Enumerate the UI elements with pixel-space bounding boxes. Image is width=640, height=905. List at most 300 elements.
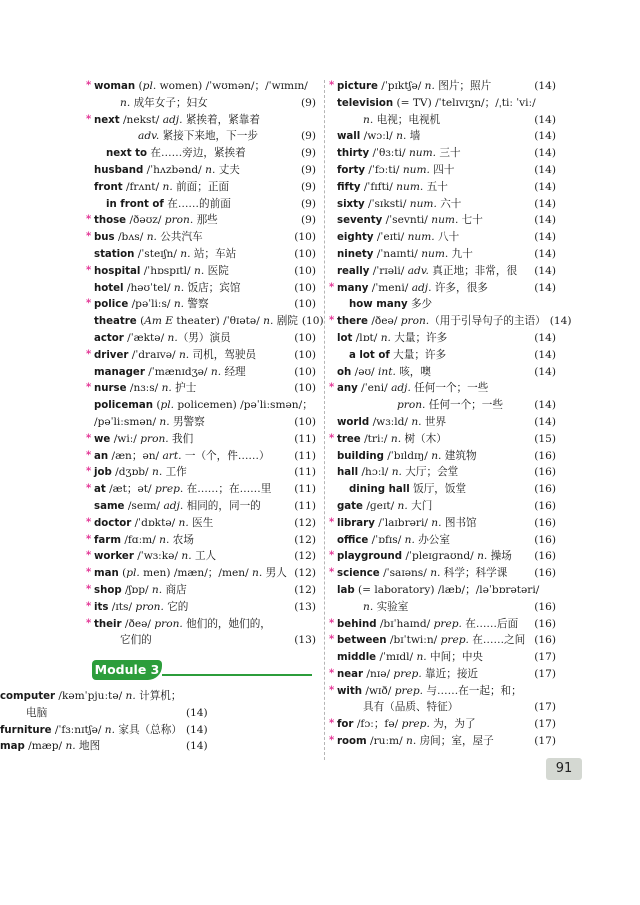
vocab-entry: [329, 716, 556, 733]
lesson-page-ref: (14): [534, 348, 556, 361]
lesson-page-ref: (9): [300, 96, 316, 109]
vocab-word: a lot of: [349, 349, 390, 361]
lesson-page-ref: (9): [300, 180, 316, 193]
lesson-page-ref: (16): [534, 533, 556, 546]
vocab-word: in front of: [106, 198, 164, 210]
vocab-entry: [337, 649, 556, 666]
vocab-definition: /seɪm/ adj. 相同的，同一的: [124, 499, 261, 512]
vocab-line: [337, 145, 556, 162]
lesson-page-ref: (10): [294, 298, 316, 311]
vocab-entry: [329, 380, 556, 414]
vocab-definition: /ˈwɜːkə/ n. 工人: [133, 550, 217, 563]
key-word-star-icon: *: [86, 264, 92, 276]
vocab-line: [337, 716, 556, 733]
vocab-word: fifty: [337, 181, 361, 193]
vocab-line: [94, 196, 316, 213]
vocab-definition: /ˈɒfɪs/ n. 办公室: [368, 533, 450, 546]
vocab-word: playground: [337, 551, 403, 563]
vocab-line: [337, 464, 556, 481]
vocab-definition: /pəˈliːsmən/ n. 男警察: [94, 415, 205, 428]
vocab-entry: [86, 112, 316, 146]
column-divider: [324, 80, 325, 760]
vocab-word: bus: [94, 232, 115, 244]
vocab-entry: [329, 515, 556, 532]
lesson-page-ref: (10): [301, 315, 324, 328]
vocab-definition: /ˈsaɪəns/ n. 科学；科学课: [379, 567, 508, 580]
vocab-definition: /ruːm/ n. 房间；室，屋子: [366, 735, 494, 748]
vocab-word: their: [94, 618, 122, 630]
vocab-word: with: [337, 685, 363, 697]
vocab-word: many: [337, 282, 369, 294]
vocab-definition: /ɡeɪt/ n. 大门: [362, 499, 433, 512]
vocab-entry: [94, 364, 316, 381]
vocab-word: driver: [94, 349, 129, 361]
vocab-entry: [94, 145, 316, 162]
vocab-word: its: [94, 601, 109, 613]
lesson-page-ref: (17): [534, 735, 556, 748]
lesson-page-ref: (9): [300, 197, 316, 210]
vocab-word: next to: [106, 148, 148, 160]
vocab-definition: /triː/ n. 树（木）: [360, 432, 447, 445]
vocab-definition: /ˈdɒktə/ n. 医生: [131, 516, 214, 529]
lesson-page-ref: (16): [534, 449, 556, 462]
vocab-definition: /mæp/ n. 地图: [24, 740, 101, 753]
vocab-definition: /həʊˈtel/ n. 饭店；宾馆: [123, 281, 241, 294]
vocab-entry: [329, 431, 556, 448]
vocab-word: near: [337, 668, 364, 680]
vocab-word: dining hall: [349, 484, 410, 496]
vocab-definition: /wɔːl/ n. 墙: [360, 130, 421, 143]
lesson-page-ref: (9): [300, 214, 316, 227]
vocab-definition: /bʌs/ n. 公共汽车: [114, 231, 203, 244]
vocab-line: [94, 364, 316, 381]
vocab-line: [0, 705, 208, 722]
vocab-definition: /ɪts/ pron. 它的: [108, 600, 189, 613]
lesson-page-ref: (17): [534, 701, 556, 714]
vocab-line: [94, 532, 316, 549]
key-word-star-icon: *: [86, 348, 92, 360]
vocab-definition: /ˈæktə/ n.（男）演员: [123, 331, 231, 344]
vocab-entry: [337, 212, 556, 229]
vocab-line: [337, 599, 556, 616]
lesson-page-ref: (14): [534, 264, 556, 277]
lesson-page-ref: (12): [294, 533, 316, 546]
lesson-page-ref: (12): [294, 567, 316, 580]
vocab-entry: [337, 464, 556, 481]
vocab-entry: [337, 246, 556, 263]
vocab-definition: /ðəʊz/ pron. 那些: [126, 214, 218, 227]
vocab-word: eighty: [337, 232, 374, 244]
vocab-line: [337, 212, 556, 229]
vocab-entry: [94, 196, 316, 213]
lesson-page-ref: (10): [294, 382, 316, 395]
lesson-page-ref: (14): [534, 331, 556, 344]
vocab-definition: /ˈhʌzbənd/ n. 丈夫: [143, 163, 240, 176]
lesson-page-ref: (9): [300, 163, 316, 176]
vocab-word: science: [337, 568, 380, 580]
key-word-star-icon: *: [86, 567, 92, 579]
vocab-line: [337, 632, 556, 649]
vocab-definition: /ˈrɪəli/ adv. 真正地；非常，很: [369, 264, 518, 277]
lesson-page-ref: (16): [534, 600, 556, 613]
vocab-definition: /ˈdraɪvə/ n. 司机，驾驶员: [128, 348, 257, 361]
vocab-entry: [329, 280, 556, 297]
key-word-star-icon: *: [329, 315, 335, 327]
vocab-line: [337, 498, 556, 515]
vocab-line: [94, 313, 324, 330]
vocab-definition: (= laboratory) /læb/；/ləˈbɒrətəri/: [354, 583, 540, 596]
vocab-word: hotel: [94, 282, 124, 294]
lesson-page-ref: (12): [294, 516, 316, 529]
vocab-entry: [0, 722, 208, 739]
vocab-definition: 在……旁边，紧挨着: [147, 147, 246, 160]
lesson-page-ref: (10): [294, 415, 316, 428]
vocab-entry: [86, 532, 316, 549]
lesson-page-ref: (10): [294, 264, 316, 277]
lesson-page-ref: (13): [294, 600, 316, 613]
key-word-star-icon: *: [329, 550, 335, 562]
vocab-entry: [94, 280, 316, 297]
vocab-entry: [94, 498, 316, 515]
vocab-entry: [337, 229, 556, 246]
vocab-entry: [86, 229, 316, 246]
vocab-definition: /wiː/ pron. 我们: [110, 432, 194, 445]
vocab-line: [337, 532, 556, 549]
lesson-page-ref: (11): [294, 432, 316, 445]
vocab-line: [94, 632, 316, 649]
vocab-definition: /wɜːld/ n. 世界: [369, 415, 447, 428]
vocab-word: office: [337, 534, 369, 546]
vocab-definition: n. 成年女子；妇女: [120, 96, 208, 109]
vocab-entry: [337, 128, 556, 145]
vocab-entry: [337, 347, 556, 364]
vocab-definition: /ˈfɪfti/ num. 五十: [360, 180, 448, 193]
vocab-definition: (pl. women) /ˈwʊmən/；/ˈwɪmɪn/: [135, 80, 308, 92]
vocab-entry: [337, 481, 556, 498]
vocab-definition: /pəˈliːs/ n. 警察: [128, 298, 209, 311]
key-word-star-icon: *: [329, 667, 335, 679]
lesson-page-ref: (10): [294, 331, 316, 344]
lesson-page-ref: (15): [534, 432, 556, 445]
vocab-word: lab: [337, 584, 355, 596]
vocab-line: [94, 616, 316, 633]
lesson-page-ref: (12): [294, 550, 316, 563]
lesson-page-ref: (14): [185, 723, 208, 736]
vocab-entry: [337, 498, 556, 515]
key-word-star-icon: *: [86, 214, 92, 226]
vocab-entry: [94, 162, 316, 179]
vocab-definition: /ˈbɪldɪŋ/ n. 建筑物: [383, 449, 477, 462]
vocab-word: wall: [337, 131, 361, 143]
vocab-line: [337, 565, 556, 582]
vocab-entry: [86, 515, 316, 532]
lesson-page-ref: (14): [534, 80, 556, 92]
vocab-line: [337, 414, 556, 431]
vocab-definition: 它们的: [120, 634, 152, 647]
vocab-line: [337, 431, 556, 448]
vocab-line: [94, 414, 316, 431]
vocab-line: [337, 582, 556, 599]
vocab-word: woman: [94, 81, 136, 92]
vocab-word: police: [94, 299, 129, 311]
vocab-line: [94, 431, 316, 448]
key-word-star-icon: *: [86, 231, 92, 243]
vocab-definition: /kəmˈpjuːtə/ n. 计算机；: [55, 690, 182, 702]
key-word-star-icon: *: [86, 533, 92, 545]
lesson-page-ref: (14): [534, 281, 556, 294]
vocab-word: oh: [337, 366, 352, 378]
vocab-word: at: [94, 484, 106, 496]
vocab-line: [94, 246, 316, 263]
lesson-page-ref: (11): [294, 483, 316, 496]
key-word-star-icon: *: [86, 550, 92, 562]
vocab-line: [337, 347, 556, 364]
vocab-line: [94, 515, 316, 532]
vocab-definition: (= TV) /ˈtelɪvɪʒn/；/ˌtiː ˈviː/: [393, 96, 536, 109]
vocab-entry: [94, 397, 316, 431]
vocab-entry: [337, 179, 556, 196]
vocab-line: [94, 347, 316, 364]
vocab-line: [94, 229, 316, 246]
vocab-word: computer: [0, 691, 56, 702]
vocab-line: [94, 397, 316, 414]
key-word-star-icon: *: [329, 516, 335, 528]
vocab-entry: [337, 196, 556, 213]
vocab-definition: /ðeə/ pron.（用于引导句子的主语）: [367, 315, 546, 328]
key-word-star-icon: *: [86, 449, 92, 461]
vocab-word: actor: [94, 332, 124, 344]
vocab-entry: [0, 738, 208, 755]
vocab-entry: [329, 632, 556, 649]
vocab-line: [0, 738, 208, 755]
lesson-page-ref: (16): [534, 483, 556, 496]
left-word-column: [86, 78, 324, 649]
vocab-word: hospital: [94, 265, 141, 277]
key-word-star-icon: *: [86, 466, 92, 478]
vocab-definition: /nekst/ adj. 紧挨着，紧靠着: [119, 113, 260, 126]
vocab-line: [337, 515, 556, 532]
lesson-page-ref: (9): [300, 130, 316, 143]
key-word-star-icon: *: [329, 718, 335, 730]
vocab-entry: [86, 78, 316, 112]
module-heading-rule: [162, 674, 312, 676]
vocab-entry: [337, 364, 556, 381]
vocab-definition: /ˈpleɪɡraʊnd/ n. 操场: [402, 550, 512, 563]
vocab-definition: (pl. policemen) /pəˈliːsmən/；: [152, 399, 313, 412]
vocab-line: [94, 498, 316, 515]
vocab-word: middle: [337, 652, 377, 664]
vocab-line: [94, 128, 316, 145]
lesson-page-ref: (16): [534, 567, 556, 580]
vocab-word: library: [337, 517, 375, 529]
vocab-line: [337, 162, 556, 179]
vocab-line: [94, 548, 316, 565]
vocab-line: [337, 280, 556, 297]
lesson-page-ref: (14): [534, 180, 556, 193]
vocab-entry: [86, 380, 316, 397]
vocab-line: [94, 464, 316, 481]
vocab-definition: n. 电视；电视机: [363, 113, 441, 126]
vocab-definition: /əʊ/ int. 咳，噢: [351, 365, 431, 378]
vocab-definition: /hɔːl/ n. 大厅；会堂: [358, 466, 459, 479]
lesson-page-ref: (17): [534, 667, 556, 680]
key-word-star-icon: *: [86, 432, 92, 444]
vocab-definition: /lɒt/ n. 大量；许多: [352, 331, 448, 344]
vocab-word: there: [337, 316, 368, 328]
vocab-definition: /ˈpɪktʃə/ n. 图片；照片: [377, 80, 492, 92]
vocab-definition: n. 实验室: [363, 600, 409, 613]
lesson-page-ref: (10): [294, 348, 316, 361]
vocab-definition: /nɪə/ prep. 靠近；接近: [363, 667, 479, 680]
lesson-page-ref: (17): [534, 718, 556, 731]
vocab-definition: adv. 紧接下来地，下一步: [138, 130, 258, 143]
vocab-line: [94, 582, 316, 599]
lesson-page-ref: (14): [534, 415, 556, 428]
vocab-definition: /ˈmænɪdʒə/ n. 经理: [144, 365, 246, 378]
vocab-entry: [86, 599, 316, 616]
lesson-page-ref: (14): [534, 247, 556, 260]
lesson-page-ref: (16): [534, 516, 556, 529]
vocab-line: [337, 397, 556, 414]
vocab-line: [94, 565, 316, 582]
vocab-line: [94, 280, 316, 297]
lesson-page-ref: (10): [294, 281, 316, 294]
vocab-line: [337, 229, 556, 246]
vocab-word: shop: [94, 584, 122, 596]
vocab-entry: [86, 347, 316, 364]
vocab-line: [94, 162, 316, 179]
lesson-page-ref: (14): [534, 113, 556, 126]
vocab-word: forty: [337, 164, 365, 176]
lesson-page-ref: (9): [300, 147, 316, 160]
vocab-line: [337, 196, 556, 213]
left-module-word-column: [0, 688, 208, 755]
lesson-page-ref: (13): [294, 634, 316, 647]
vocab-word: seventy: [337, 215, 383, 227]
lesson-page-ref: (16): [534, 499, 556, 512]
vocab-definition: /bɪˈhaɪnd/ prep. 在……后面: [376, 617, 519, 630]
vocab-word: policeman: [94, 400, 153, 412]
lesson-page-ref: (11): [294, 466, 316, 479]
lesson-page-ref: (16): [534, 634, 556, 647]
vocab-word: an: [94, 450, 109, 462]
vocab-word: map: [0, 741, 25, 753]
vocab-definition: 在……的前面: [163, 197, 231, 210]
vocab-word: front: [94, 181, 123, 193]
lesson-page-ref: (14): [534, 163, 556, 176]
lesson-page-ref: (14): [534, 130, 556, 143]
page-number: 91: [546, 758, 582, 780]
vocab-line: [337, 330, 556, 347]
lesson-page-ref: (16): [534, 550, 556, 563]
vocab-definition: /ˈeɪti/ num. 八十: [373, 231, 460, 244]
lesson-page-ref: (14): [534, 147, 556, 160]
vocab-line: [0, 722, 208, 739]
key-word-star-icon: *: [86, 583, 92, 595]
vocab-entry: [337, 448, 556, 465]
vocab-word: doctor: [94, 517, 132, 529]
vocab-word: picture: [337, 81, 378, 92]
vocab-definition: /ˈsevnti/ num. 七十: [382, 214, 483, 227]
lesson-page-ref: (12): [294, 583, 316, 596]
vocab-entry: [337, 414, 556, 431]
vocab-line: [94, 448, 316, 465]
vocab-definition: /ʃɒp/ n. 商店: [121, 583, 187, 596]
vocab-word: manager: [94, 366, 145, 378]
vocab-definition: /ˈeni/ adj. 任何一个；一些: [357, 382, 489, 395]
vocab-word: those: [94, 215, 127, 227]
vocab-line: [94, 599, 316, 616]
lesson-page-ref: (16): [534, 617, 556, 630]
vocab-entry: [337, 95, 556, 129]
vocab-definition: /ðeə/ pron. 他们的，她们的，: [121, 617, 271, 630]
vocab-line: [94, 179, 316, 196]
vocab-line: [94, 112, 316, 129]
vocab-definition: /ˈnaɪnti/ num. 九十: [373, 247, 473, 260]
vocab-entry: [86, 431, 316, 448]
vocab-word: man: [94, 568, 119, 580]
key-word-star-icon: *: [329, 735, 335, 747]
lesson-page-ref: (11): [294, 449, 316, 462]
vocab-line: [337, 95, 556, 112]
vocab-definition: /ˈlaɪbrəri/ n. 图书馆: [374, 516, 477, 529]
lesson-page-ref: (14): [185, 740, 208, 753]
vocab-word: any: [337, 383, 358, 395]
vocab-definition: (Am E theater) /ˈθɪətə/ n. 剧院: [136, 315, 298, 328]
vocab-line: [337, 481, 556, 498]
vocab-definition: /frʌnt/ n. 前面；正面: [122, 180, 230, 193]
vocab-line: [0, 688, 208, 705]
vocab-line: [337, 649, 556, 666]
key-word-star-icon: *: [86, 382, 92, 394]
vocab-word: television: [337, 97, 394, 109]
vocab-entry: [329, 733, 556, 750]
vocab-word: same: [94, 500, 125, 512]
vocab-word: station: [94, 248, 135, 260]
vocab-word: ninety: [337, 248, 374, 260]
key-word-star-icon: *: [329, 684, 335, 696]
vocab-line: [337, 548, 556, 565]
key-word-star-icon: *: [329, 80, 335, 91]
vocab-entry: [337, 532, 556, 549]
vocab-entry: [337, 330, 556, 347]
vocab-line: [94, 78, 316, 95]
vocab-word: thirty: [337, 148, 370, 160]
vocab-entry: [86, 565, 316, 582]
vocab-line: [337, 380, 556, 397]
vocab-entry: [329, 666, 556, 683]
vocab-entry: [94, 313, 324, 330]
lesson-page-ref: (10): [294, 365, 316, 378]
vocab-word: world: [337, 416, 370, 428]
vocab-line: [337, 296, 556, 313]
vocab-entry: [337, 263, 556, 280]
vocab-word: for: [337, 719, 354, 731]
key-word-star-icon: *: [86, 113, 92, 125]
lesson-page-ref: (14): [534, 231, 556, 244]
lesson-page-ref: (14): [534, 214, 556, 227]
vocab-word: worker: [94, 551, 134, 563]
vocab-entry: [86, 481, 316, 498]
vocab-line: [337, 112, 556, 129]
vocab-definition: /nɜːs/ n. 护士: [126, 382, 197, 395]
vocab-definition: /ˈsteɪʃn/ n. 站；车站: [134, 247, 237, 260]
vocab-definition: pron. 任何一个；一些: [397, 399, 503, 412]
vocab-entry: [86, 548, 316, 565]
vocab-entry: [329, 313, 572, 330]
vocab-line: [337, 666, 556, 683]
vocab-word: job: [94, 467, 112, 479]
